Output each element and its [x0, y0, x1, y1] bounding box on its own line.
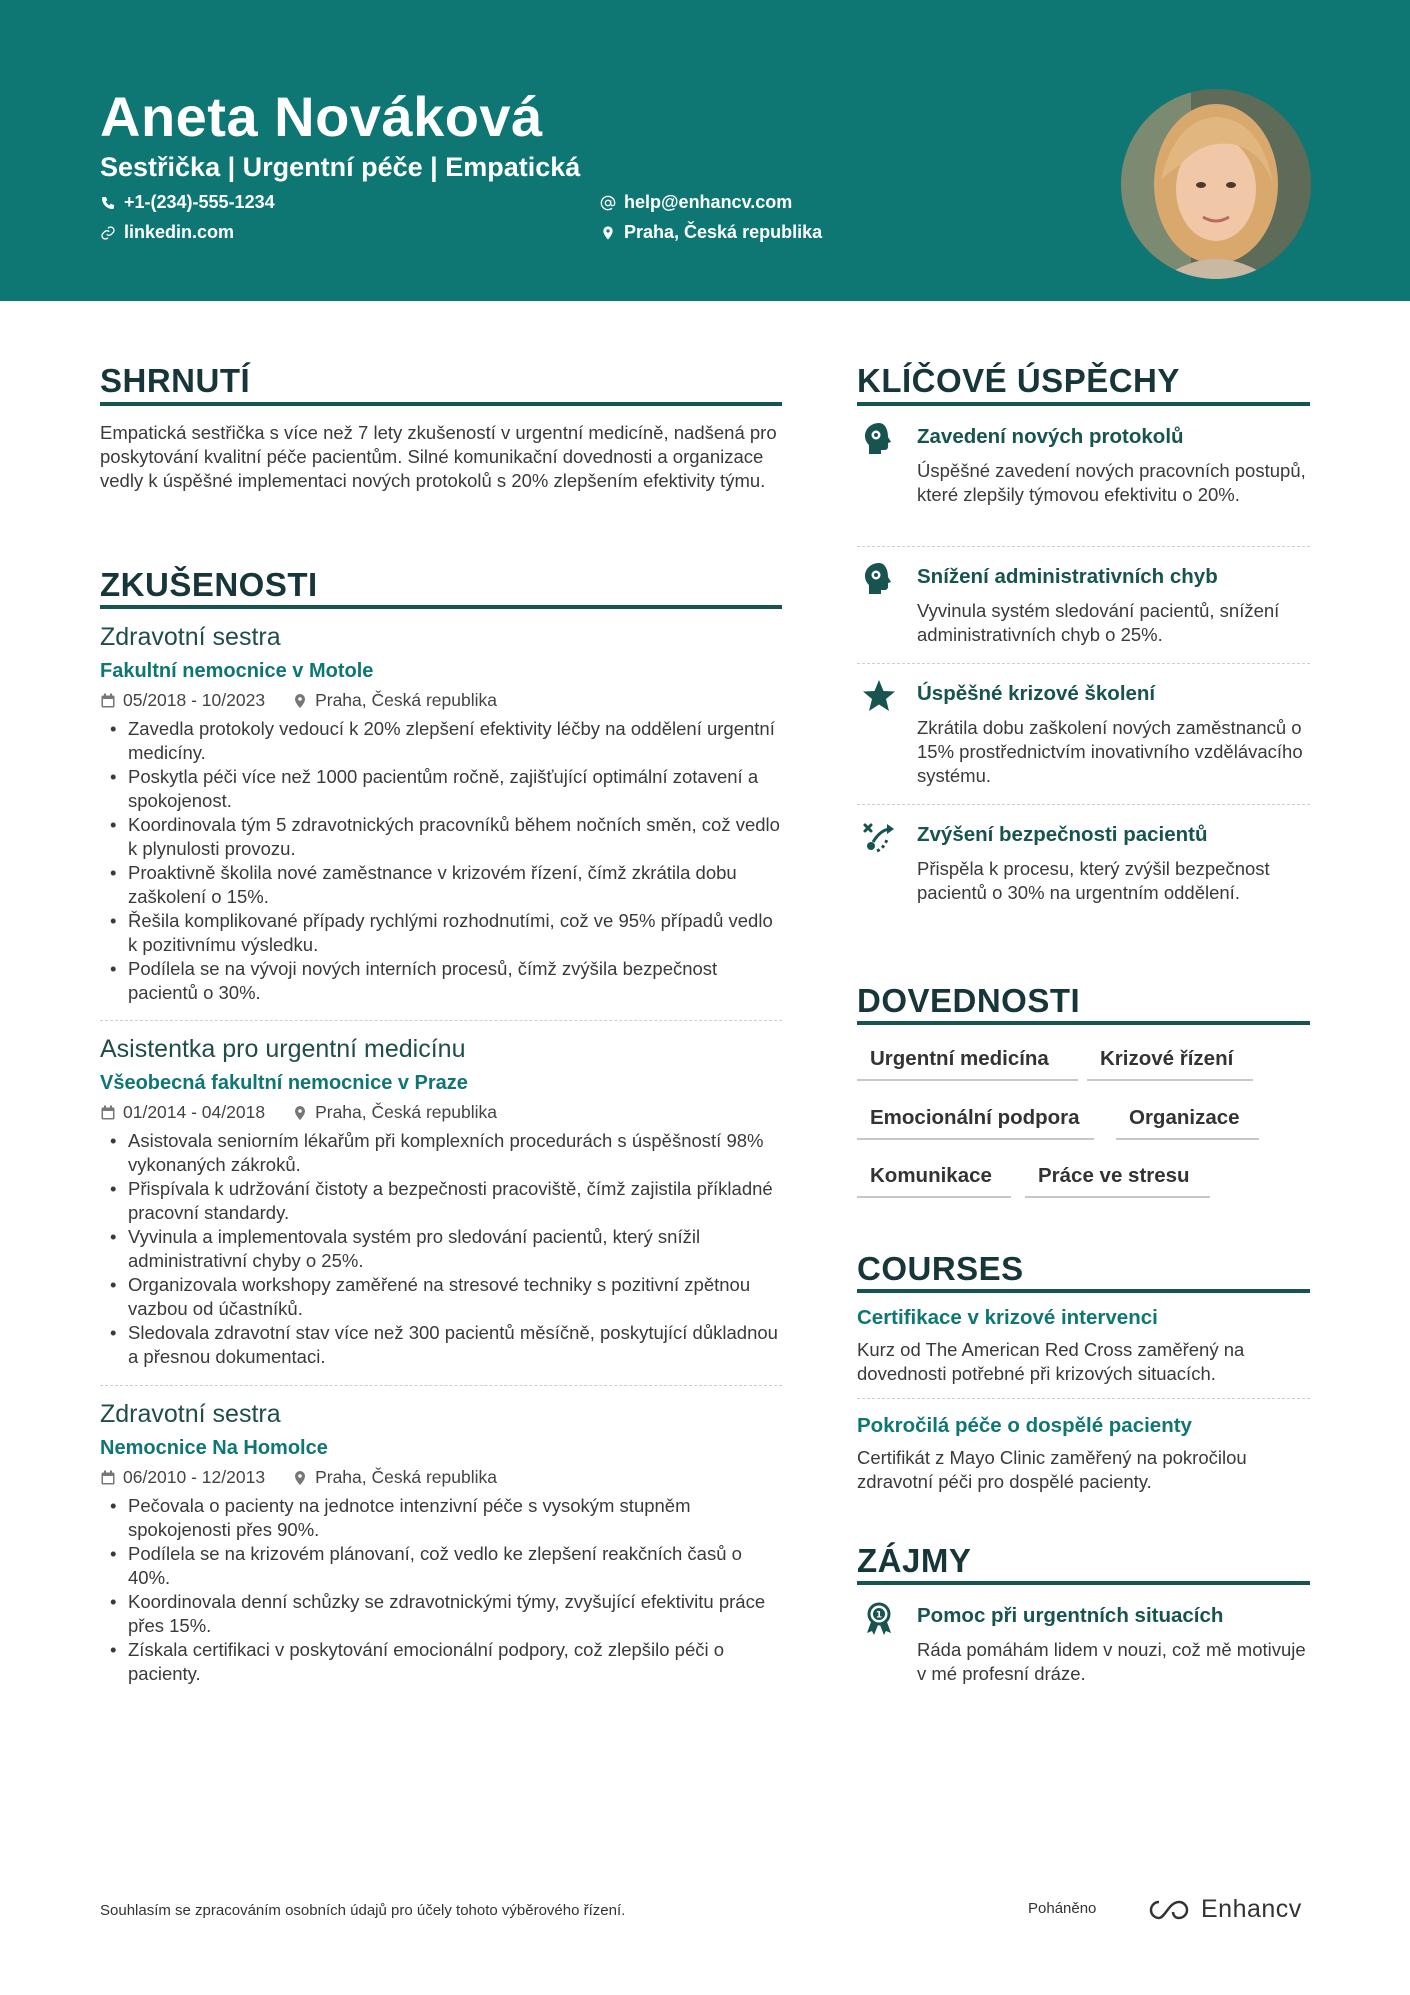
job-entry: [100, 1035, 782, 1369]
consent-note: Souhlasím se zpracováním osobních údajů pro účely tohoto výběrového řízení.: [100, 1902, 626, 1919]
award-icon: [861, 1600, 897, 1636]
job-bullet: • Zavedla protokoly vedoucí k 20% zlepšení efektivity léčby na oddělení urgentní medicíny.: [100, 717, 782, 765]
achievements-heading: KLÍČOVÉ ÚSPĚCHY: [857, 362, 1180, 399]
achievements-rule: [857, 402, 1310, 406]
job-dates: 05/2018 - 10/2023: [123, 690, 266, 710]
interests-heading: ZÁJMY: [857, 1542, 972, 1579]
job-dates: 01/2014 - 04/2018: [123, 1102, 266, 1122]
avatar-portrait-image: [1121, 89, 1311, 279]
calendar-icon: [100, 1105, 116, 1121]
job-location: Praha, Česká republika: [315, 690, 497, 710]
job-bullets: [100, 1129, 782, 1369]
email-text: help@enhancv.com: [624, 192, 793, 212]
job-company: Nemocnice Na Homolce: [100, 1437, 328, 1459]
job-entry: [100, 1400, 782, 1686]
job-location: Praha, Česká republika: [315, 1102, 497, 1122]
job-entry: [100, 623, 782, 1005]
brand-name: Enhancv: [1201, 1895, 1302, 1923]
phone-icon: [100, 195, 116, 211]
courses-heading: COURSES: [857, 1250, 1024, 1287]
location-pin-icon: [292, 1470, 308, 1486]
job-bullet: • Vyvinula a implementovala systém pro sledování pacientů, který snížil administrativní chyby o 25%.: [100, 1225, 782, 1273]
achievement-desc: Vyvinula systém sledování pacientů, snížení administrativních chyb o 25%.: [917, 600, 1280, 645]
avatar: [1121, 89, 1311, 279]
header-banner: [0, 0, 1410, 301]
interests-rule: [857, 1581, 1310, 1585]
job-bullet: • Asistovala seniorním lékařům při komplexních procedurách s úspěšností 98% vykonaných zákroků.: [100, 1129, 782, 1177]
course-title: Pokročilá péče o dospělé pacienty: [857, 1414, 1192, 1437]
job-meta: [100, 690, 782, 711]
summary-heading: SHRNUTÍ: [100, 362, 251, 399]
location-pin-icon: [600, 225, 616, 241]
job-company: Všeobecná fakultní nemocnice v Praze: [100, 1072, 468, 1094]
calendar-icon: [100, 693, 116, 709]
achievement-title: Zvýšení bezpečnosti pacientů: [917, 823, 1208, 846]
head-brain-icon: [861, 421, 897, 457]
interest-desc: Ráda pomáhám lidem v nouzi, což mě motivuje v mé profesní dráze.: [917, 1639, 1306, 1684]
job-title: Zdravotní sestra: [100, 623, 281, 651]
job-bullet: • Proaktivně školila nové zaměstnance v krizovém řízení, čímž zkrátila dobu zaškolení o 15%.: [100, 861, 782, 909]
achievement-title: Snížení administrativních chyb: [917, 565, 1218, 588]
at-icon: [600, 195, 616, 211]
skill-tag: Krizové řízení: [1087, 1041, 1253, 1081]
job-title: Asistentka pro urgentní medicínu: [100, 1035, 466, 1063]
job-bullet: • Koordinovala tým 5 zdravotnických pracovníků během nočních směn, což vedlo k plynulosti provozu.: [100, 813, 782, 861]
job-meta: [100, 1102, 782, 1123]
skills-heading: DOVEDNOSTI: [857, 982, 1081, 1019]
skill-tag: Komunikace: [857, 1158, 1011, 1198]
contact-email[interactable]: [600, 192, 792, 213]
achievement-desc: Zkrátila dobu zaškolení nových zaměstnanců o 15% prostřednictvím inovativního vzdělávacího systému.: [917, 717, 1303, 786]
location-text: Praha, Česká republika: [624, 222, 823, 242]
course-desc: Kurz od The American Red Cross zaměřený na dovednosti potřebné při krizových situacích.: [857, 1339, 1245, 1384]
job-location: Praha, Česká republika: [315, 1467, 497, 1487]
svg-text:1: 1: [875, 1610, 883, 1621]
skills-rule: [857, 1021, 1310, 1025]
phone-text: +1-(234)-555-1234: [124, 192, 275, 212]
job-bullet: • Organizovala workshopy zaměřené na stresové techniky s pozitivní zpětnou vazbou od účastníků.: [100, 1273, 782, 1321]
achievement-title: Zavedení nových protokolů: [917, 425, 1184, 448]
candidate-name: Aneta Nováková: [100, 85, 543, 148]
star-icon: [861, 678, 897, 714]
skill-tag: Práce ve stresu: [1025, 1158, 1210, 1198]
job-bullet: • Přispívala k udržování čistoty a bezpečnosti pracoviště, čímž zajistila příkladné pracovní standardy.: [100, 1177, 782, 1225]
experience-rule: [100, 605, 782, 609]
divider: [100, 1385, 782, 1386]
job-company: Fakultní nemocnice v Motole: [100, 660, 374, 682]
enhancv-logo[interactable]: [1147, 1895, 1302, 1924]
calendar-icon: [100, 1470, 116, 1486]
divider: [857, 804, 1310, 805]
contact-linkedin[interactable]: [100, 222, 234, 243]
summary-text: Empatická sestřička s více než 7 lety zkušeností v urgentní medicíně, nadšená pro poskytování kvalitní péče pacientům. Silné komunikační dovednosti a organizace vedly k úspěšné implementaci nových protokolů s 20% zlepšením efektivity týmu.: [100, 422, 777, 491]
job-bullets: [100, 1494, 782, 1686]
infinity-logo-icon: [1147, 1898, 1193, 1922]
job-bullet: • Koordinovala denní schůzky se zdravotnickými týmy, zvyšující efektivitu práce přes 15%.: [100, 1590, 782, 1638]
job-bullet: • Podílela se na vývoji nových interních procesů, čímž zvýšila bezpečnost pacientů o 30%.: [100, 957, 782, 1005]
linkedin-text: linkedin.com: [124, 222, 235, 242]
link-icon: [100, 225, 116, 241]
location-pin-icon: [292, 1105, 308, 1121]
job-bullet: • Řešila komplikované případy rychlými rozhodnutími, což ve 95% případů vedlo k pozitivnímu výsledku.: [100, 909, 782, 957]
achievement-desc: Přispěla k procesu, který zvýšil bezpečnost pacientů o 30% na urgentním oddělení.: [917, 858, 1270, 903]
summary-rule: [100, 402, 782, 406]
head-brain-icon: [861, 561, 897, 597]
job-dates: 06/2010 - 12/2013: [123, 1467, 266, 1487]
job-title: Zdravotní sestra: [100, 1400, 281, 1428]
skill-tag: Urgentní medicína: [857, 1041, 1078, 1081]
job-bullet: • Pečovala o pacienty na jednotce intenzivní péče s vysokým stupněm spokojenosti přes 90%.: [100, 1494, 782, 1542]
divider: [857, 663, 1310, 664]
job-bullet: • Získala certifikaci v poskytování emocionální podpory, což zlepšilo péči o pacienty.: [100, 1638, 782, 1686]
job-meta: [100, 1467, 782, 1488]
course-desc: Certifikát z Mayo Clinic zaměřený na pokročilou zdravotní péči pro dospělé pacienty.: [857, 1447, 1247, 1492]
divider: [857, 546, 1310, 547]
job-bullet: • Podílela se na krizovém plánovaní, což vedlo ke zlepšení reakčních časů o 40%.: [100, 1542, 782, 1590]
divider: [857, 1398, 1310, 1399]
contact-location: [600, 222, 822, 243]
strategy-icon: [861, 819, 897, 855]
candidate-headline: Sestřička | Urgentní péče | Empatická: [100, 152, 581, 182]
experience-heading: ZKUŠENOSTI: [100, 566, 318, 603]
achievement-desc: Úspěšné zavedení nových pracovních postupů, které zlepšily týmovou efektivitu o 20%.: [917, 460, 1306, 505]
job-bullets: [100, 717, 782, 1005]
job-bullet: • Sledovala zdravotní stav více než 300 pacientů měsíčně, poskytující důkladnou a přesnou dokumentaci.: [100, 1321, 782, 1369]
powered-by-label: Poháněno: [1028, 1900, 1097, 1917]
skill-tag: Emocionální podpora: [857, 1100, 1094, 1140]
courses-rule: [857, 1289, 1310, 1293]
course-title: Certifikace v krizové intervenci: [857, 1306, 1158, 1329]
location-pin-icon: [292, 693, 308, 709]
achievement-title: Úspěšné krizové školení: [917, 682, 1156, 705]
divider: [100, 1020, 782, 1021]
interest-title: Pomoc při urgentních situacích: [917, 1604, 1224, 1627]
contact-phone[interactable]: [100, 192, 275, 213]
job-bullet: • Poskytla péči více než 1000 pacientům ročně, zajišťující optimální zotavení a spokojenost.: [100, 765, 782, 813]
skill-tag: Organizace: [1116, 1100, 1259, 1140]
